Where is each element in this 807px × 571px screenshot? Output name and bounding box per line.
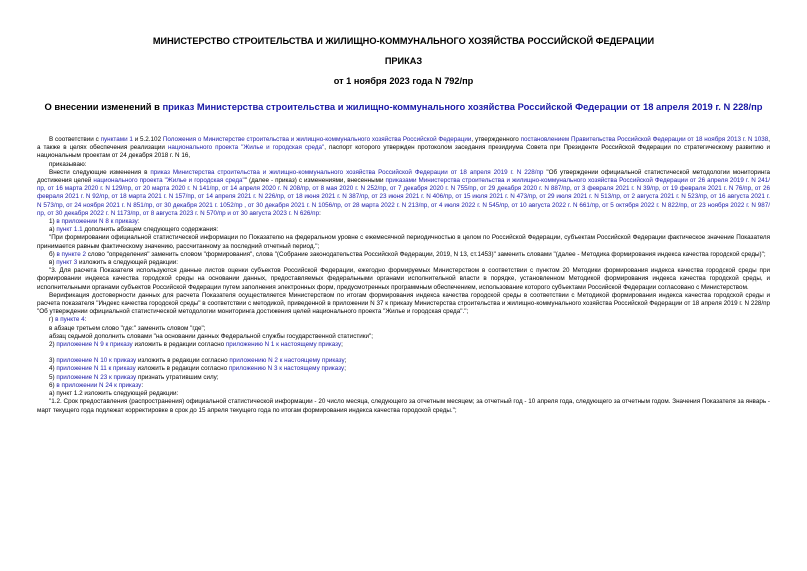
item-5: [37, 374, 770, 382]
link-resolution[interactable]: постановлением Правительства Российской Федерации от 18 ноября 2013 г. N 1038: [520, 136, 769, 143]
item-6a: а) пункт 1.2 изложить следующей редакции:: [49, 390, 179, 398]
link-points[interactable]: пунктами 1: [100, 136, 133, 143]
document-title: [24, 101, 783, 112]
document-type: ПРИКАЗ: [384, 56, 423, 66]
text: :: [84, 316, 87, 324]
text: ;: [344, 365, 346, 373]
link-annex-10[interactable]: приложение N 10 к приказу: [56, 357, 137, 365]
amendments-paragraph: [37, 169, 770, 218]
link-annex-11[interactable]: приложение N 11 к приказу: [56, 365, 136, 373]
subitem-2: абзац седьмой дополнить словами "на основании данных Федеральной службы государственной статистики";: [49, 332, 373, 340]
quote-1: "При формировании официальной статистической информации по Показателю на федеральном уровне с ежемесячной периодичностью в целом по Российской Федерации, субъектам Российской Федерации фактическое значение Показателя принимается равным фактическому значению, рассчитанному за последний отчетный период.";: [37, 234, 770, 250]
item-6: [37, 382, 770, 390]
item-1: [37, 218, 770, 226]
quote-4: "1.2. Срок предоставления (распространения) официальной статистической информации - 20 число месяца, следующего за отчетным месяцем; за отчетный год - 10 апреля года, следующего за отчетным годом. Значения Показателя за январь - март текущего года подлежат корректировке в срок до 15 апреля текущего года по итогам формирования индекса качества городской среды.";: [37, 398, 770, 414]
text: 5): [49, 373, 57, 381]
text: Внести следующие изменения в: [49, 168, 151, 176]
link-point-1-1[interactable]: пункт 1.1: [56, 226, 83, 234]
subitem-1: в абзаце третьем слово "где:" заменить словом "где";: [49, 324, 206, 332]
title-link[interactable]: приказ Министерства строительства и жилищно-коммунального хозяйства Российской Федерации от 18 апреля 2019 г. N 228/пр: [162, 101, 763, 112]
text: :: [137, 218, 140, 226]
text: "Об утверждении официальной статистической методологии мониторинга достижения целей: [37, 168, 771, 185]
text: В соответствии с: [49, 136, 101, 143]
link-regulation[interactable]: Положения о Министерстве строительства и жилищно-коммунального хозяйства Российской Федерации: [162, 136, 472, 143]
link-appendix-2[interactable]: приложению N 2 к настоящему приказу: [229, 357, 345, 365]
item-1d: [37, 316, 770, 324]
text: изложить в редакции согласно: [136, 357, 230, 365]
text: а): [49, 226, 57, 234]
text: в): [49, 259, 57, 267]
order-word: приказываю:: [49, 160, 87, 168]
document-body: [37, 136, 770, 415]
link-appendix-1[interactable]: приложению N 1 к настоящему приказу: [225, 341, 342, 349]
item-1b: [37, 251, 770, 259]
text: ;: [341, 341, 343, 349]
item-3: [37, 357, 770, 365]
link-annex-24[interactable]: в приложении N 24 к приказу: [56, 381, 142, 389]
link-annex-23[interactable]: приложение N 23 к приказу: [56, 373, 137, 381]
link-national-project[interactable]: национального проекта "Жилье и городская среда": [93, 177, 245, 185]
link-annex-9[interactable]: приложение N 9 к приказу: [56, 341, 133, 349]
document-date-number: от 1 ноября 2023 года N 792/пр: [333, 76, 474, 86]
text: :: [319, 209, 321, 217]
text: :: [141, 381, 144, 389]
link-point-4[interactable]: в пункте 4: [55, 316, 85, 324]
link-point-3[interactable]: пункт 3: [56, 259, 78, 267]
ministry-heading: МИНИСТЕРСТВО СТРОИТЕЛЬСТВА И ЖИЛИЩНО-КОММУНАЛЬНОГО ХОЗЯЙСТВА РОССИЙСКОЙ ФЕДЕРАЦИИ: [152, 36, 655, 46]
text: 1): [49, 218, 57, 226]
link-annex-8[interactable]: в приложении N 8 к приказу: [56, 218, 138, 226]
text: ;: [344, 357, 347, 365]
text: признать утратившим силу;: [136, 373, 219, 381]
text: изложить в следующей редакции:: [77, 259, 178, 267]
text: изложить в редакции согласно: [132, 341, 226, 349]
text: б): [49, 250, 57, 258]
text: , а также в целях обеспечения реализации: [37, 136, 770, 152]
text: изложить в редакции согласно: [135, 365, 229, 373]
text: г): [49, 316, 56, 324]
text: 4): [49, 365, 57, 373]
text: 6): [49, 381, 57, 389]
spacer: [37, 349, 770, 357]
link-point-2[interactable]: в пункте 2: [56, 250, 86, 258]
preamble-paragraph: [37, 136, 770, 161]
text: слово "определения" заменить словом "формирования", слова "(Собрание законодательства Российской Федерации, 2019, N 13, ст.1453)" заменить словами "(далее - Методика формирования индекса качества городской среды)";: [85, 250, 766, 258]
link-amending-orders[interactable]: приказами Министерства строительства и жилищно-коммунального хозяйства Российской Федерации от 26 апреля 2019 г. N 241/пр, от 16 марта 2020 г. N 129/пр, от 20 марта 2020 г. N 141/пр, от 14 апреля 2020 г. N 208/пр, от 8 мая 2020 г. N 252/пр, от 7 декабря 2020 г. N 755/пр, от 29 декабря 2020 г. N 887/пр, от 3 февраля 2021 г. N 39/пр, от 19 февраля 2021 г. N 76/пр, от 26 февраля 2021 г. N 92/пр, от 18 марта 2021 г. N 157/пр, от 14 апреля 2021 г. N 226/пр, от 18 июня 2021 г. N 387/пр, от 23 июня 2021 г. N 406/пр, от 15 июля 2021 г. N 473/пр, от 29 июля 2021 г. N 513/пр, от 2 августа 2021 г. N 523/пр, от 16 августа 2021 г. N 573/пр, от 24 ноября 2021 г. N 851/пр, от 30 декабря 2021 г. 1052/пр , от 30 декабря 2021 г. N 1056/пр, от 28 марта 2022 г. N 213/пр, от 4 июля 2022 г. N 545/пр, от 10 августа 2022 г. N 661/пр, от 5 октября 2022 г. N 822/пр, от 23 ноября 2022 г. N 987/пр, от 30 декабря 2022 г. N 1173/пр, от 8 августа 2023 г. N 570/пр и от 30 августа 2023 г. N 626/пр: [37, 177, 771, 217]
link-appendix-3[interactable]: приложению N 3 к настоящему приказу: [228, 365, 345, 373]
text: дополнить абзацем следующего содержания:: [82, 226, 219, 234]
text: 2): [49, 341, 57, 349]
text: и 5.2.102: [132, 136, 163, 143]
quote-3: Верификация достоверности данных для расчета Показателя осуществляется Министерством по итогам формирования индекса качества городской среды в соответствии с Методикой формирования индекса качества городской среды и расчета показателя "Индекс качества городской среды" в соответствии с методикой, приведенной в приложении N 37 к приказу Министерства строительства и жилищно-коммунального хозяйства Российской Федерации от 18 апреля 2019 г. N 228/пр "Об утверждении официальной статистической методологии мониторинга достижения целей национального проекта "Жилье и городская среда".";: [37, 291, 770, 316]
text: " (далее - приказ) с изменениями, внесенными: [244, 177, 386, 185]
text: , паспорт которого утвержден протоколом заседания президиума Совета при Президенте Российской Федерации по стратегическому развитию и национальным проектам от 24 декабря 2018 г. N 16,: [37, 144, 770, 160]
text: 3): [49, 357, 57, 365]
link-order[interactable]: приказ Министерства строительства и жилищно-коммунального хозяйства Российской Федерации от 18 апреля 2019 г. N 228/пр: [150, 168, 544, 176]
text: , утвержденного: [471, 136, 521, 143]
item-4: [37, 365, 770, 373]
title-prefix: О внесении изменений в: [44, 101, 163, 112]
link-national-project[interactable]: национального проекта "Жилье и городская среда": [167, 144, 325, 152]
quote-2: "3. Для расчета Показателя используются данные листов оценки субъектов Российской Федерации, ежегодно формируемых Министерством в соответствии с пунктом 20 Методики формирования индекса качества городской среды при формировании индекса качества городской среды на основании данных, предоставляемых федеральными органами исполнительной власти в порядке, установленном Методикой формирования индекса качества городской среды, и исполнительными органами субъектов Российской Федерации путем заполнения электронных форм, предусмотренных программным обеспечением, использование которого субъектами Российской Федерации согласовано с Министерством.: [37, 267, 770, 291]
item-2: [37, 341, 770, 349]
